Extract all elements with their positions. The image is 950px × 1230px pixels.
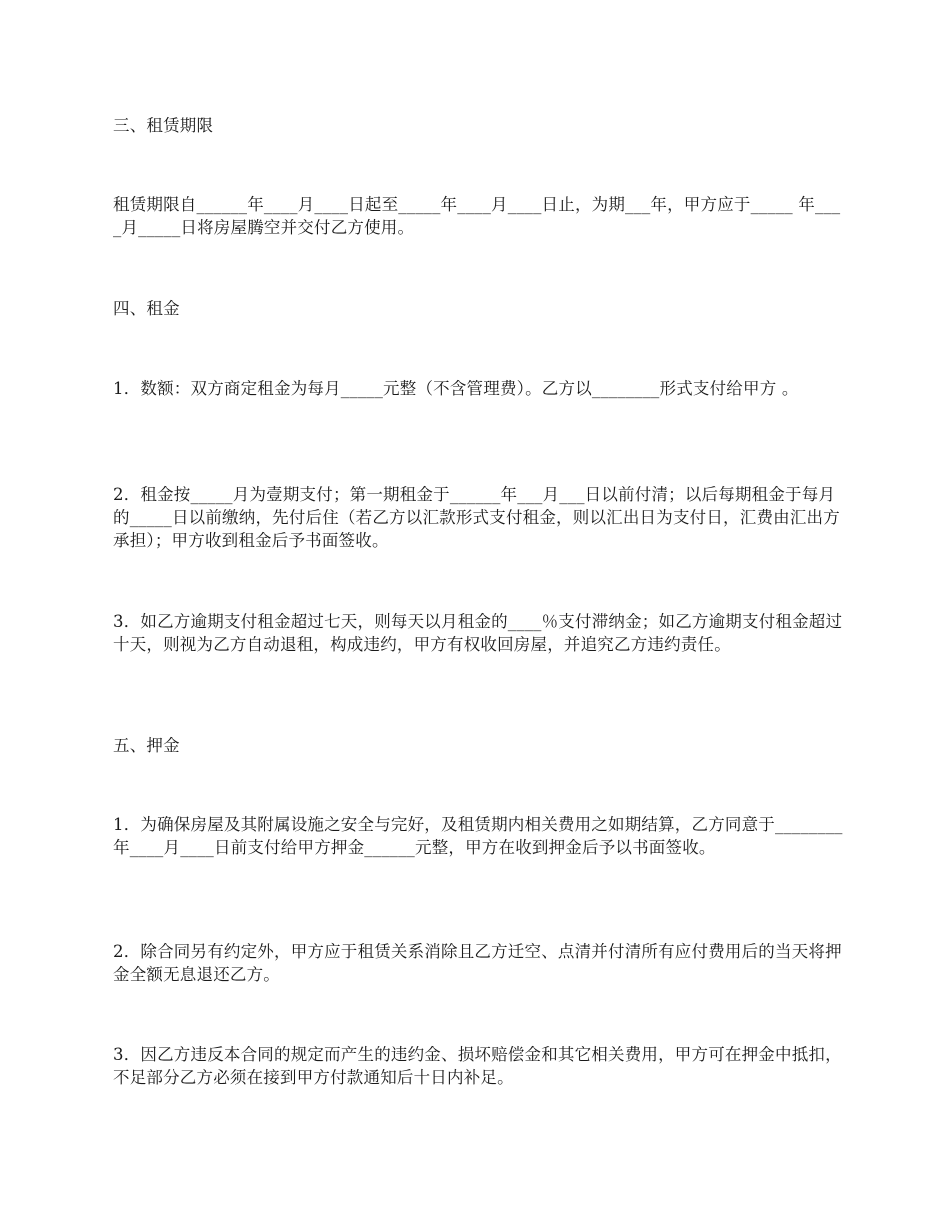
section-5-deposit-refund-paragraph: 2．除合同另有约定外，甲方应于租赁关系消除且乙方迁空、点清并付清所有应付费用后的当天将押金全额无息退还乙方。 xyxy=(113,942,842,984)
section-5-heading: 五、押金 xyxy=(113,736,180,755)
section-3-heading: 三、租赁期限 xyxy=(113,116,214,135)
section-4-rent-payment-paragraph: 2．租金按_____月为壹期支付；第一期租金于______年___月___日以前付清；以后每期租金于每月的_____日以前缴纳，先付后住（若乙方以汇款形式支付租金，则以汇出日为支付日，汇费由汇出方承担）；甲方收到租金后予书面签收。 xyxy=(113,485,840,550)
section-5-deposit-paragraph: 1．为确保房屋及其附属设施之安全与完好，及租赁期内相关费用之如期结算，乙方同意于________年____月____日前支付给甲方押金______元整，甲方在收到押金后予以书面签收。 xyxy=(113,815,843,857)
section-4-late-payment-paragraph: 3．如乙方逾期支付租金超过七天，则每天以月租金的____％支付滞纳金；如乙方逾期支付租金超过十天，则视为乙方自动退租，构成违约，甲方有权收回房屋，并追究乙方违约责任。 xyxy=(113,612,843,654)
section-5-deposit-deduction-paragraph: 3．因乙方违反本合同的规定而产生的违约金、损坏赔偿金和其它相关费用，甲方可在押金中抵扣，不足部分乙方必须在接到甲方付款通知后十日内补足。 xyxy=(113,1045,842,1087)
section-4-rent-amount-paragraph: 1．数额：双方商定租金为每月_____元整（不含管理费）。乙方以________形式支付给甲方 。 xyxy=(113,379,799,398)
section-4-heading: 四、租金 xyxy=(113,299,180,318)
section-3-lease-term-paragraph: 租赁期限自______年____月____日起至_____年____月____日止，为期___年，甲方应于_____ 年____月_____日将房屋腾空并交付乙方使用。 xyxy=(113,195,841,237)
